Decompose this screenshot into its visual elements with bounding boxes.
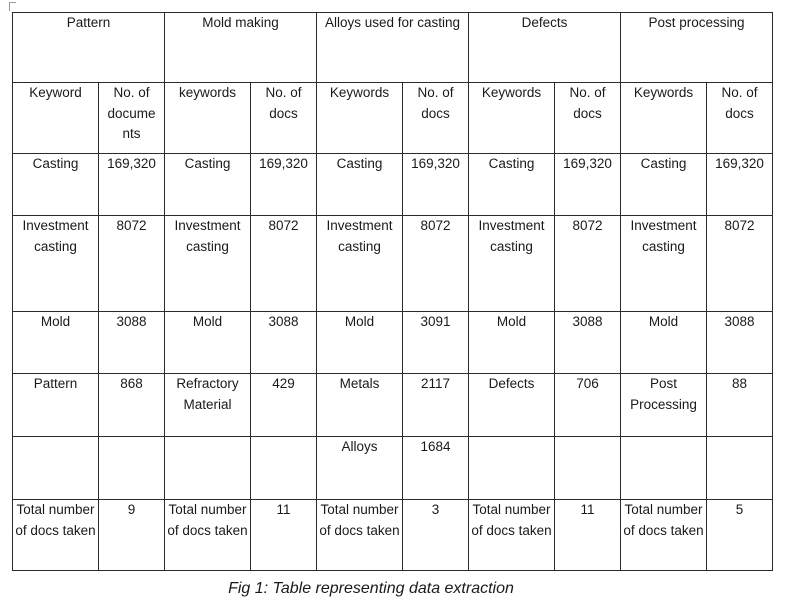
keyword-cell <box>621 437 707 500</box>
count-cell: 868 <box>99 374 165 437</box>
keyword-cell: Alloys <box>317 437 403 500</box>
keyword-cell: Mold <box>469 312 555 374</box>
subheader-keyword: Keywords <box>621 83 707 154</box>
group-header-alloys: Alloys used for casting <box>317 13 469 83</box>
subheader-doc-count: No. of docs <box>251 83 317 154</box>
keyword-cell: Refractory Material <box>165 374 251 437</box>
count-cell: 3088 <box>707 312 773 374</box>
keyword-cell: Casting <box>165 154 251 216</box>
count-cell: 3088 <box>99 312 165 374</box>
figure-caption: Fig 1: Table representing data extraction <box>228 580 514 597</box>
count-cell: 8072 <box>707 216 773 312</box>
count-cell: 706 <box>555 374 621 437</box>
total-count-cell: 9 <box>99 500 165 571</box>
group-header-pattern: Pattern <box>13 13 165 83</box>
keyword-cell <box>469 437 555 500</box>
count-cell <box>555 437 621 500</box>
count-cell: 2117 <box>403 374 469 437</box>
count-cell <box>251 437 317 500</box>
table-row <box>13 216 773 312</box>
table-row <box>13 437 773 500</box>
keyword-cell: Casting <box>469 154 555 216</box>
group-header-mold-making: Mold making <box>165 13 317 83</box>
subheader-doc-count: No. of docume nts <box>99 83 165 154</box>
count-cell: 169,320 <box>707 154 773 216</box>
count-cell: 88 <box>707 374 773 437</box>
count-cell: 169,320 <box>555 154 621 216</box>
keyword-cell: Casting <box>13 154 99 216</box>
keyword-cell: Metals <box>317 374 403 437</box>
table-row <box>13 312 773 374</box>
count-cell: 8072 <box>403 216 469 312</box>
count-cell: 169,320 <box>403 154 469 216</box>
corner-mark <box>9 2 16 11</box>
subheader-keyword: Keywords <box>469 83 555 154</box>
keyword-cell: Defects <box>469 374 555 437</box>
total-label-cell: Total number of docs taken <box>469 500 555 571</box>
count-cell <box>707 437 773 500</box>
total-count-cell: 5 <box>707 500 773 571</box>
keyword-cell: Investment casting <box>317 216 403 312</box>
subheader-keyword: Keywords <box>317 83 403 154</box>
table-row <box>13 154 773 216</box>
subheader-keyword: keywords <box>165 83 251 154</box>
total-label-cell: Total number of docs taken <box>165 500 251 571</box>
keyword-cell: Pattern <box>13 374 99 437</box>
count-cell: 3091 <box>403 312 469 374</box>
subheader-doc-count: No. of docs <box>403 83 469 154</box>
keyword-cell <box>165 437 251 500</box>
count-cell: 1684 <box>403 437 469 500</box>
subheader-doc-count: No. of docs <box>707 83 773 154</box>
total-count-cell: 11 <box>555 500 621 571</box>
count-cell: 8072 <box>99 216 165 312</box>
total-label-cell: Total number of docs taken <box>317 500 403 571</box>
count-cell: 3088 <box>555 312 621 374</box>
count-cell: 169,320 <box>99 154 165 216</box>
subheader-keyword: Keyword <box>13 83 99 154</box>
keyword-cell: Casting <box>317 154 403 216</box>
total-count-cell: 11 <box>251 500 317 571</box>
keyword-cell: Mold <box>165 312 251 374</box>
keyword-cell: Mold <box>13 312 99 374</box>
total-row <box>13 500 773 571</box>
keyword-cell: Investment casting <box>165 216 251 312</box>
total-label-cell: Total number of docs taken <box>621 500 707 571</box>
group-header-post-processing: Post processing <box>621 13 773 83</box>
keyword-cell <box>13 437 99 500</box>
data-extraction-table <box>12 12 773 571</box>
count-cell: 169,320 <box>251 154 317 216</box>
keyword-cell: Casting <box>621 154 707 216</box>
count-cell: 429 <box>251 374 317 437</box>
count-cell: 8072 <box>555 216 621 312</box>
subheader-row <box>13 83 773 154</box>
keyword-cell: Investment casting <box>13 216 99 312</box>
count-cell: 8072 <box>251 216 317 312</box>
total-count-cell: 3 <box>403 500 469 571</box>
subheader-doc-count: No. of docs <box>555 83 621 154</box>
keyword-cell: Mold <box>317 312 403 374</box>
keyword-cell: Post Processing <box>621 374 707 437</box>
keyword-cell: Investment casting <box>621 216 707 312</box>
count-cell <box>99 437 165 500</box>
keyword-cell: Mold <box>621 312 707 374</box>
keyword-cell: Investment casting <box>469 216 555 312</box>
total-label-cell: Total number of docs taken <box>13 500 99 571</box>
table-row <box>13 374 773 437</box>
group-header-row <box>13 13 773 83</box>
group-header-defects: Defects <box>469 13 621 83</box>
count-cell: 3088 <box>251 312 317 374</box>
